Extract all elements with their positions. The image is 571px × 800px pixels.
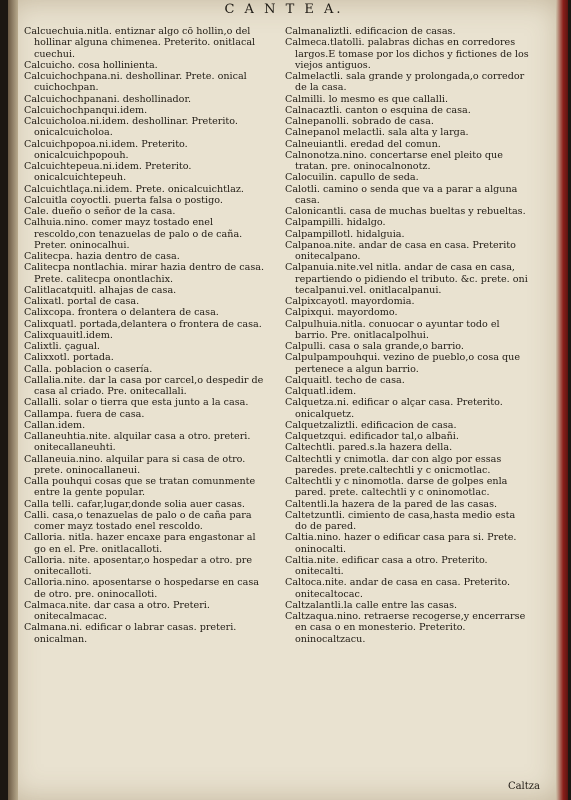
dictionary-entry: Calcuichochpana.ni. deshollinar. Prete. onical cuichochpan. bbox=[24, 71, 247, 94]
dictionary-entry: Calla telli. cafar,lugar,donde solia auer casas. bbox=[24, 498, 245, 510]
dictionary-entry: Calneuiantli. eredad del comun. bbox=[285, 138, 441, 150]
dictionary-entry: Calpanuia.nite.vel nitla. andar de casa en casa, repartiendo o pidiendo el tributo. &c. prete. oni tecalpanui.vel. onitlacalpanui. bbox=[285, 262, 528, 296]
dictionary-entry: Calmelactli. sala grande y prolongada,o corredor de la casa. bbox=[285, 71, 525, 94]
dictionary-entry: Calcuichtlaça.ni.idem. Prete. onicalcuichtlaz. bbox=[24, 183, 244, 195]
dictionary-entry: Calnacaztli. canton o esquina de casa. bbox=[285, 104, 471, 116]
dictionary-entry: Calotli. camino o senda que va a parar a alguna casa. bbox=[285, 183, 518, 206]
dictionary-entry: Calcuicho. cosa hollinienta. bbox=[24, 59, 158, 71]
dictionary-entry: Calmanaliztli. edificacion de casas. bbox=[285, 26, 456, 37]
dictionary-entry: Calitecpa nontlachia. mirar hazia dentro de casa. Prete. calitecpa onontlachix. bbox=[24, 262, 265, 285]
dictionary-entry: Caltetzuntli. cimiento de casa,hasta medio esta do de pared. bbox=[285, 509, 516, 532]
dictionary-entry: Caltia.nino. hazer o edificar casa para si. Prete. oninocalti. bbox=[285, 532, 517, 555]
dictionary-entry: Calocuilin. capullo de seda. bbox=[285, 172, 419, 184]
book-page bbox=[8, 0, 560, 800]
dictionary-entry: Calcuichtepeua.ni.idem. Preterito. onicalcuichtepeuh. bbox=[24, 161, 192, 184]
dictionary-entry: Calquetzqui. edificador tal,o albañi. bbox=[285, 431, 459, 442]
dictionary-entry: Calquaitl. techo de casa. bbox=[285, 374, 405, 386]
dictionary-entry: Calnepanol melactli. sala alta y larga. bbox=[285, 127, 469, 139]
dictionary-entry: Calpixcayotl. mayordomia. bbox=[285, 296, 415, 307]
dictionary-entry: Calpulhuia.nitla. conuocar o ayuntar todo el barrio. Pre. onitlacalpolhui. bbox=[285, 318, 500, 341]
dictionary-entry: Calquatl.idem. bbox=[285, 386, 357, 397]
dictionary-entry: Calloria.nino. aposentarse o hospedarse en casa de otro. pre. oninocalloti. bbox=[24, 577, 260, 600]
dictionary-entry: Calmaca.nite. dar casa a otro. Preteri. onitecalmacac. bbox=[24, 599, 210, 622]
dictionary-entry: Calmeca.tlatolli. palabras dichas en corredores largos.E tomase por los dichos y fictiones de los viejos antiguos. bbox=[285, 37, 529, 71]
dictionary-entry: Callaneuhtia.nite. alquilar casa a otro. preteri. onitecallaneuhti. bbox=[24, 431, 251, 454]
dictionary-entry: Calcuichochpanqui.idem. bbox=[24, 104, 148, 116]
dictionary-entry: Calitlacatquitl. alhajas de casa. bbox=[24, 284, 177, 296]
dictionary-entry: Calquetza.ni. edificar o alçar casa. Preterito. onicalquetz. bbox=[285, 397, 503, 420]
dictionary-entry: Calmana.ni. edificar o labrar casas. preteri. onicalman. bbox=[24, 622, 237, 645]
dictionary-entry: Calcuichochpanani. deshollinador. bbox=[24, 93, 192, 105]
page-gutter bbox=[8, 0, 18, 800]
dictionary-entry: Calquetzaliztli. edificacion de casa. bbox=[285, 419, 457, 431]
dictionary-entry: Calla pouhqui cosas que se tratan comunmente entre la gente popular. bbox=[24, 476, 256, 499]
dictionary-entry: Callalia.nite. dar la casa por carcel,o despedir de casa al criado. Pre. onitecallali. bbox=[24, 374, 264, 397]
dictionary-entry: Calloria. nitla. hazer encaxe para engastonar al go en el. Pre. onitlacalloti. bbox=[24, 532, 256, 555]
dictionary-entry: Calla. poblacion o casería. bbox=[24, 363, 153, 375]
page-fore-edge bbox=[556, 0, 568, 800]
dictionary-entry: Calpampillotl. hidalguia. bbox=[285, 228, 405, 240]
dictionary-entry: Callampa. fuera de casa. bbox=[24, 408, 145, 420]
dictionary-entry: Calixtli. çagual. bbox=[24, 341, 100, 352]
dictionary-entry: Calmilli. lo mesmo es que callalli. bbox=[285, 93, 449, 105]
right-column bbox=[285, 26, 530, 645]
dictionary-entry: Calcuicholoa.ni.idem. deshollinar. Preterito. onicalcuicholoa. bbox=[24, 116, 238, 139]
dictionary-entry: Calloria. nite. aposentar,o hospedar a otro. pre onitecalloti. bbox=[24, 554, 253, 577]
dictionary-entry: Calnonotza.nino. concertarse enel pleito que tratan. pre. oninocalnonotz. bbox=[285, 149, 503, 172]
dictionary-entry: Calixcopa. frontera o delantera de casa. bbox=[24, 307, 219, 319]
dictionary-entry: Calixquatl. portada,delantera o frontera de casa. bbox=[24, 318, 262, 330]
dictionary-entry: Callalli. solar o tierra que esta junto a la casa. bbox=[24, 397, 249, 409]
dictionary-entry: Calixatl. portal de casa. bbox=[24, 296, 140, 307]
dictionary-entry: Calli. casa,o tenazuelas de palo o de caña para comer mayz tostado enel rescoldo. bbox=[24, 509, 252, 532]
dictionary-entry: Caltia.nite. edificar casa a otro. Preterito. onitecalti. bbox=[285, 554, 488, 577]
dictionary-entry: Callan.idem. bbox=[24, 419, 86, 431]
dictionary-entry: Calixxotl. portada. bbox=[24, 352, 114, 364]
dictionary-entry: Callaneuia.nino. alquilar para si casa de otro. prete. oninocallaneui. bbox=[24, 453, 246, 476]
dictionary-entry: Caltechtli y c ninomotla. darse de golpes enla pared. prete. caltechtli y c oninomotlac. bbox=[285, 476, 508, 499]
dictionary-entry: Calixquauitl.idem. bbox=[24, 329, 113, 341]
dictionary-entry: Calcuechuia.nitla. entiznar algo cō hollin,o del hollinar alguna chimenea. Preterito. onitlacal cuechui. bbox=[24, 26, 256, 60]
dictionary-entry: Calpulli. casa o sala grande,o barrio. bbox=[285, 341, 464, 352]
dictionary-entry: Calitecpa. hazia dentro de casa. bbox=[24, 251, 180, 262]
dictionary-entry: Calhuia.nino. comer mayz tostado enel rescoldo,con tenazuelas de palo o de caña. Preter. oninocalhui. bbox=[24, 217, 243, 251]
dictionary-entry: Caltentli.la hazera de la pared de las casas. bbox=[285, 498, 498, 510]
dictionary-entry: Calcuichpopoa.ni.idem. Preterito. onicalcuichpopouh. bbox=[24, 138, 188, 161]
dictionary-entry: Calpampilli. hidalgo. bbox=[285, 217, 386, 229]
dictionary-entry: Calonicantli. casa de muchas bueltas y rebueltas. bbox=[285, 206, 526, 217]
running-head: C A N T E A. bbox=[224, 2, 344, 17]
dictionary-entry: Calpixqui. mayordomo. bbox=[285, 307, 398, 319]
dictionary-entry: Caltoca.nite. andar de casa en casa. Preterito. onitecaltocac. bbox=[285, 577, 510, 600]
dictionary-entry: Caltechtli. pared.s.la hazera della. bbox=[285, 442, 453, 454]
dictionary-entry: Calpanoa.nite. andar de casa en casa. Preterito onitecalpano. bbox=[285, 239, 516, 262]
dictionary-entry: Calnepanolli. sobrado de casa. bbox=[285, 116, 434, 127]
catchword: Caltza bbox=[507, 781, 540, 792]
dictionary-entry: Caltzalantli.la calle entre las casas. bbox=[285, 599, 458, 611]
dictionary-entry: Calcuitla coyoctli. puerta falsa o postigo. bbox=[24, 194, 223, 206]
dictionary-entry: Caltzaqua.nino. retraerse recogerse,y encerrarse en casa o en monesterio. Preterito. oninocaltzacu. bbox=[285, 611, 526, 645]
dictionary-entry: Calpulpampouhqui. vezino de pueblo,o cosa que pertenece a algun barrio. bbox=[285, 352, 521, 375]
dictionary-entry: Cale. dueño o señor de la casa. bbox=[24, 206, 176, 217]
dictionary-entry: Caltechtli y cnimotla. dar con algo por essas paredes. prete.caltechtli y c onicmotlac. bbox=[285, 453, 502, 476]
left-column bbox=[24, 26, 269, 645]
